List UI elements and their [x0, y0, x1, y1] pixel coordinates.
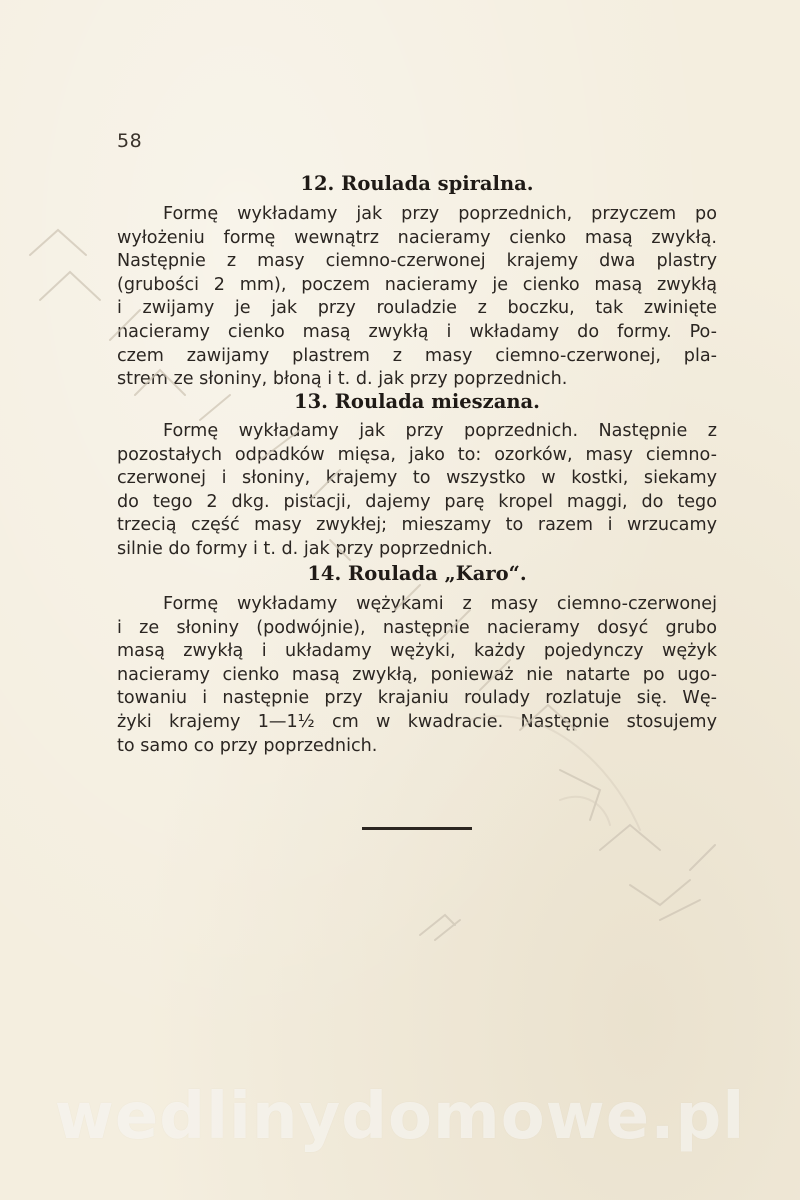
text-line: Formę wykładamy jak przy poprzednich. Następnie z: [163, 421, 717, 441]
text-line: towaniu i następnie przy krajaniu roulady rozlatuje się. Wę-: [117, 688, 717, 709]
text-line: wyłożeniu formę wewnątrz nacieramy cienko masą zwykłą.: [117, 227, 717, 248]
text-line: (grubości 2 mm), poczem nacieramy je cienko masą zwykłą: [117, 274, 717, 295]
text-line: trzecią część masy zwykłej; mieszamy to razem i wrzucamy: [117, 515, 717, 536]
text-line: pozostałych odpadków mięsa, jako to: ozorków, masy ciemno-: [117, 444, 717, 465]
section-paragraph-13: [117, 420, 717, 562]
page-number: 58: [117, 130, 143, 152]
text-line: silnie do formy i t. d. jak przy poprzednich.: [117, 538, 493, 559]
section-heading-12: 12. Roulada spiralna.: [300, 172, 534, 195]
section-divider-rule: [362, 827, 472, 830]
footer-watermark: wedlinydomowe.pl: [54, 1080, 746, 1154]
section-heading-14: 14. Roulada „Karo“.: [307, 562, 527, 585]
text-line: Formę wykładamy jak przy poprzednich, przyczem po: [163, 204, 717, 224]
text-line: strem ze słoniny, błoną i t. d. jak przy poprzednich.: [117, 369, 568, 390]
text-line: i zwijamy je jak przy rouladzie z boczku, tak zwinięte: [117, 298, 717, 319]
section-paragraph-14: [117, 593, 717, 758]
section-paragraph-12: [117, 203, 717, 392]
text-line: żyki krajemy 1—1½ cm w kwadracie. Następnie stosujemy: [117, 711, 717, 732]
text-line: Formę wykładamy wężykami z masy ciemno-czerwonej: [163, 594, 717, 614]
text-line: i ze słoniny (podwójnie), następnie nacieramy dosyć grubo: [117, 617, 717, 638]
text-line: Następnie z masy ciemno-czerwonej krajemy dwa plastry: [117, 251, 717, 272]
text-line: czerwonej i słoniny, krajemy to wszystko w kostki, siekamy: [117, 468, 717, 489]
text-line: nacieramy cienko masą zwykłą, ponieważ nie natarte po ugo-: [117, 664, 717, 685]
text-line: nacieramy cienko masą zwykłą i wkładamy do formy. Po-: [117, 321, 717, 342]
text-line: masą zwykłą i układamy wężyki, każdy pojedynczy wężyk: [117, 641, 717, 662]
text-line: czem zawijamy plastrem z masy ciemno-czerwonej, pla-: [117, 345, 717, 366]
section-heading-13: 13. Roulada mieszana.: [294, 390, 540, 413]
text-line: do tego 2 dkg. pistacji, dajemy parę kropel maggi, do tego: [117, 491, 717, 512]
text-line: to samo co przy poprzednich.: [117, 735, 378, 756]
